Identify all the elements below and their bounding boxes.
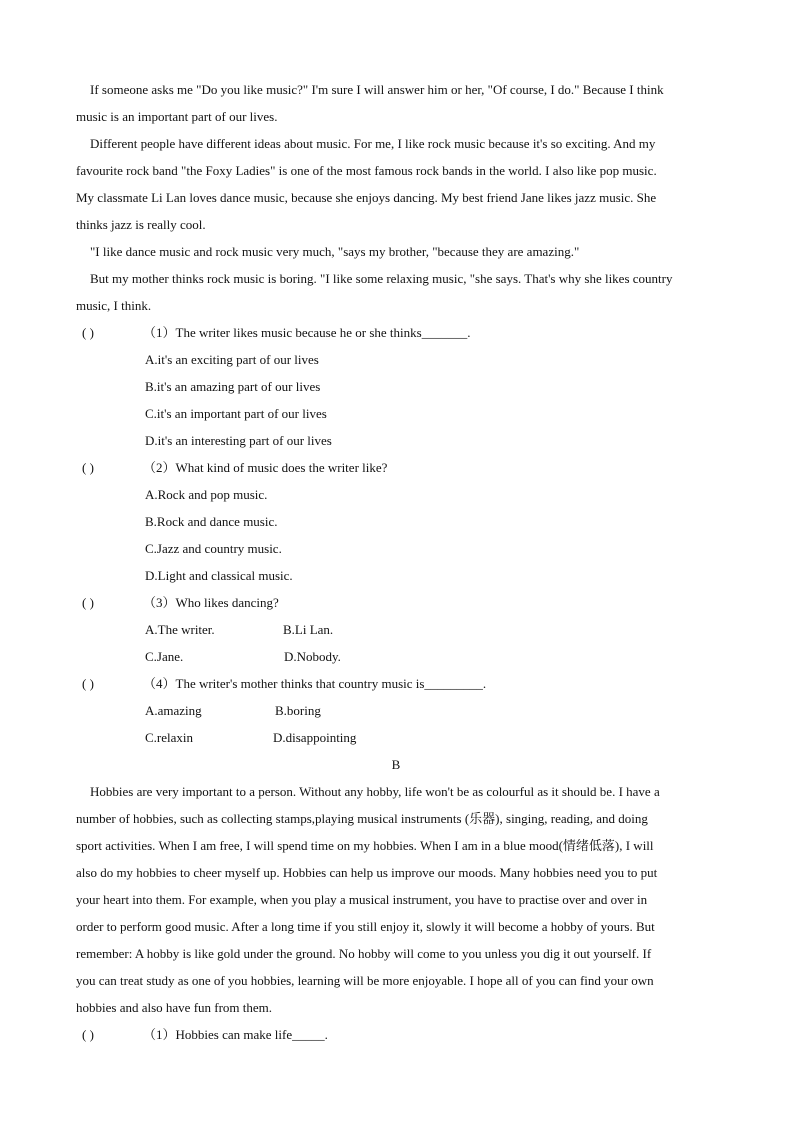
option-c: C.Jane. (145, 649, 184, 664)
question-a2 (76, 454, 716, 481)
passage-a-paragraph-4 (76, 265, 716, 319)
answer-blank[interactable]: ( ) (82, 325, 94, 340)
option-row (76, 616, 716, 643)
text-line: music is an important part of our lives. (76, 109, 278, 124)
text-line: Hobbies are very important to a person. Without any hobby, life won't be as colourful as it should be. I have a (90, 784, 660, 799)
option-c: C.Jazz and country music. (145, 541, 282, 556)
option-b: B.Rock and dance music. (145, 514, 278, 529)
answer-blank[interactable]: ( ) (82, 1027, 94, 1042)
text-line: Different people have different ideas about music. For me, I like rock music because it's so exciting. And my (90, 136, 656, 151)
passage-a-paragraph-1 (76, 76, 716, 130)
text-line: hobbies and also have fun from them. (76, 1000, 273, 1015)
option-d: D.it's an interesting part of our lives (145, 433, 332, 448)
question-a3 (76, 589, 716, 616)
text-line: order to perform good music. After a long time if you still enjoy it, slowly it will become a hobby of yours. But (76, 919, 655, 934)
option-d: D.Nobody. (284, 649, 341, 664)
option-d: D.disappointing (273, 730, 357, 745)
passage-a-paragraph-3 (76, 238, 716, 265)
option-row (76, 643, 716, 670)
option-d: D.Light and classical music. (145, 568, 293, 583)
option-row (76, 724, 716, 751)
text-line: number of hobbies, such as collecting stamps,playing musical instruments (乐器), singing, reading, and doing (76, 811, 648, 826)
answer-blank[interactable]: ( ) (82, 676, 94, 691)
answer-blank[interactable]: ( ) (82, 595, 94, 610)
question-text: （3）Who likes dancing? (143, 595, 279, 610)
question-a1 (76, 319, 716, 346)
text-line: sport activities. When I am free, I will spend time on my hobbies. When I am in a blue mood(情绪低落), I will (76, 838, 654, 853)
passage-a-paragraph-2 (76, 130, 716, 238)
option-c: C.it's an important part of our lives (145, 406, 327, 421)
option-b: B.it's an amazing part of our lives (145, 379, 321, 394)
passage-b-paragraph (76, 778, 716, 1021)
question-b1 (76, 1021, 716, 1048)
text-line: "I like dance music and rock music very much, "says my brother, "because they are amazing." (90, 244, 580, 259)
option-a: A.it's an exciting part of our lives (145, 352, 319, 367)
question-a4 (76, 670, 716, 697)
option-b: B.Li Lan. (283, 622, 334, 637)
text-line: your heart into them. For example, when you play a musical instrument, you have to practise over and over in (76, 892, 648, 907)
option-a: A.Rock and pop music. (145, 487, 268, 502)
document-page (76, 76, 716, 1048)
text-line: also do my hobbies to cheer myself up. Hobbies can help us improve our moods. Many hobbies need you to put (76, 865, 658, 880)
option-a: A.amazing (145, 703, 202, 718)
text-line: music, I think. (76, 298, 152, 313)
option-row (76, 697, 716, 724)
option-c: C.relaxin (145, 730, 194, 745)
question-text: （1）Hobbies can make life_____. (143, 1027, 328, 1042)
question-text: （4）The writer's mother thinks that country music is_________. (143, 676, 487, 691)
answer-blank[interactable]: ( ) (82, 460, 94, 475)
text-line: favourite rock band "the Foxy Ladies" is one of the most famous rock bands in the world. I also like pop music. (76, 163, 657, 178)
option-b: B.boring (275, 703, 321, 718)
text-line: thinks jazz is really cool. (76, 217, 206, 232)
text-line: My classmate Li Lan loves dance music, because she enjoys dancing. My best friend Jane likes jazz music. She (76, 190, 657, 205)
text-line: But my mother thinks rock music is boring. "I like some relaxing music, "she says. That's why she likes country (90, 271, 673, 286)
text-line: you can treat study as one of you hobbies, learning will be more enjoyable. I hope all of you can find your own (76, 973, 654, 988)
option-a: A.The writer. (145, 622, 215, 637)
text-line: If someone asks me "Do you like music?" I'm sure I will answer him or her, "Of course, I do." Because I think (90, 82, 664, 97)
question-text: （2）What kind of music does the writer like? (143, 460, 388, 475)
question-text: （1）The writer likes music because he or she thinks_______. (143, 325, 471, 340)
text-line: remember: A hobby is like gold under the ground. No hobby will come to you unless you dig it out yourself. If (76, 946, 652, 961)
section-title: B (391, 757, 401, 772)
